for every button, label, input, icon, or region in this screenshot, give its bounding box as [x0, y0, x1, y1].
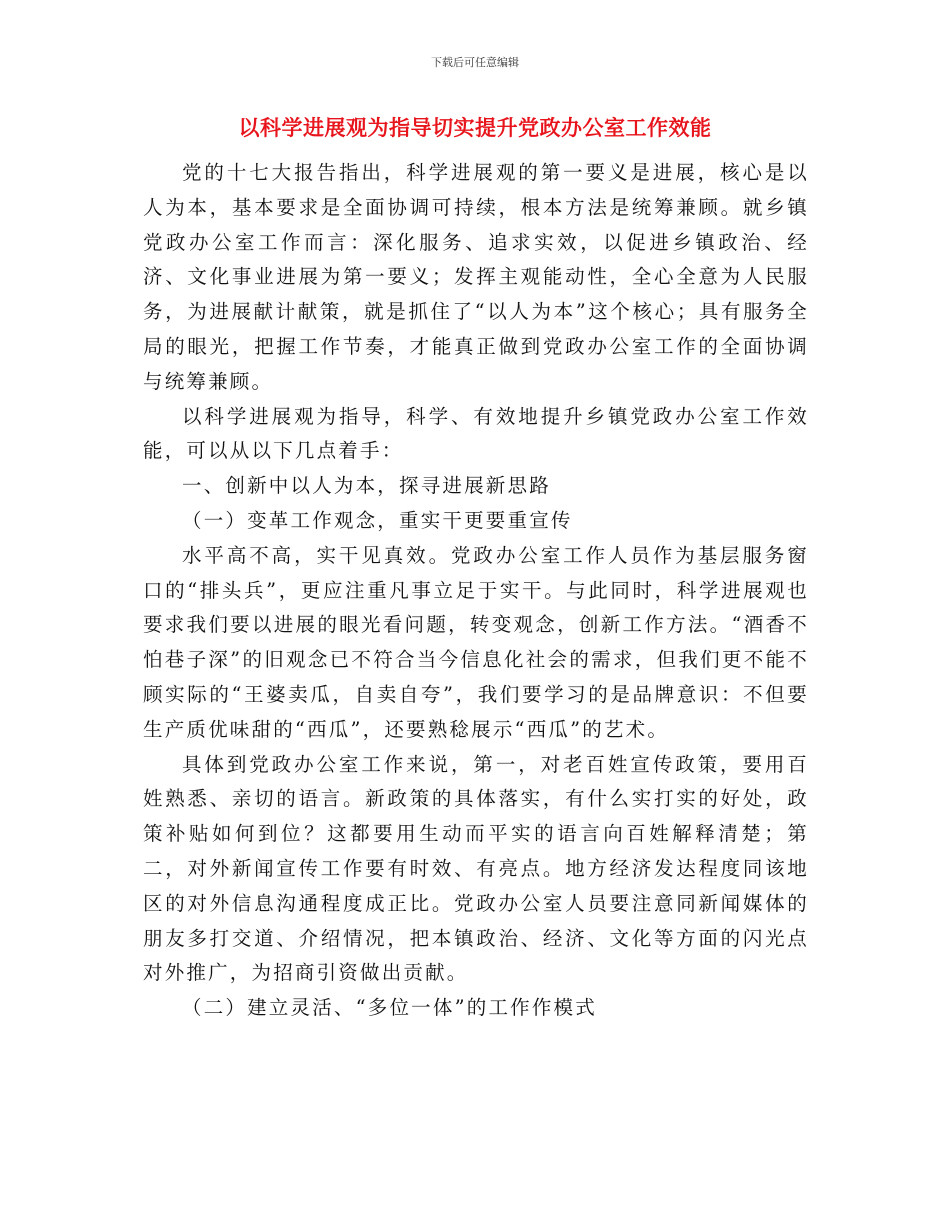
header-note: 下载后可任意编辑: [431, 56, 519, 69]
paragraph-specifics: 具体到党政办公室工作来说，第一，对老百姓宣传政策，要用百姓熟悉、亲切的语言。新政策的具体落实，有什么实打实的好处，政策补贴如何到位？这都要用生动而平实的语言向百姓解释清楚；第二，对外新闻宣传工作要有时效、有亮点。地方经济发达程度同该地区的对外信息沟通程度成正比。党政办公室人员要注意同新闻媒体的朋友多打交道、介绍情况，把本镇政治、经济、文化等方面的闪光点对外推广，为招商引资做出贡献。: [143, 752, 809, 985]
section-heading-1: 一、创新中以人为本，探寻进展新思路: [182, 474, 551, 498]
document-title: 以科学进展观为指导切实提升党政办公室工作效能: [238, 116, 712, 140]
paragraph-practice: 水平高不高，实干见真效。党政办公室工作人员作为基层服务窗口的“排头兵”，更应注重凡事立足于实干。与此同时，科学进展观也要求我们要以进展的眼光看问题，转变观念，创新工作方法。“酒香不怕巷子深”的旧观念已不符合当今信息化社会的需求，但我们更不能不顾实际的“王婆卖瓜，自卖自夸”，我们要学习的是品牌意识：不但要生产质优味甜的“西瓜”，还要熟稔展示“西瓜”的艺术。: [143, 543, 809, 741]
document-body: [143, 156, 809, 1026]
subsection-heading-2: （二）建立灵活、“多位一体”的工作作模式: [182, 996, 597, 1020]
paragraph-intro: 党的十七大报告指出，科学进展观的第一要义是进展，核心是以人为本，基本要求是全面协调可持续，根本方法是统筹兼顾。就乡镇党政办公室工作而言：深化服务、追求实效，以促进乡镇政治、经济、文化事业进展为第一要义；发挥主观能动性，全心全意为人民服务，为进展献计献策，就是抓住了“以人为本”这个核心；具有服务全局的眼光，把握工作节奏，才能真正做到党政办公室工作的全面协调与统筹兼顾。: [143, 161, 809, 393]
paragraph-approach: 以科学进展观为指导，科学、有效地提升乡镇党政办公室工作效能，可以从以下几点着手：: [143, 404, 809, 463]
subsection-heading-1: （一）变革工作观念，重实干更要重宣传: [182, 508, 573, 532]
